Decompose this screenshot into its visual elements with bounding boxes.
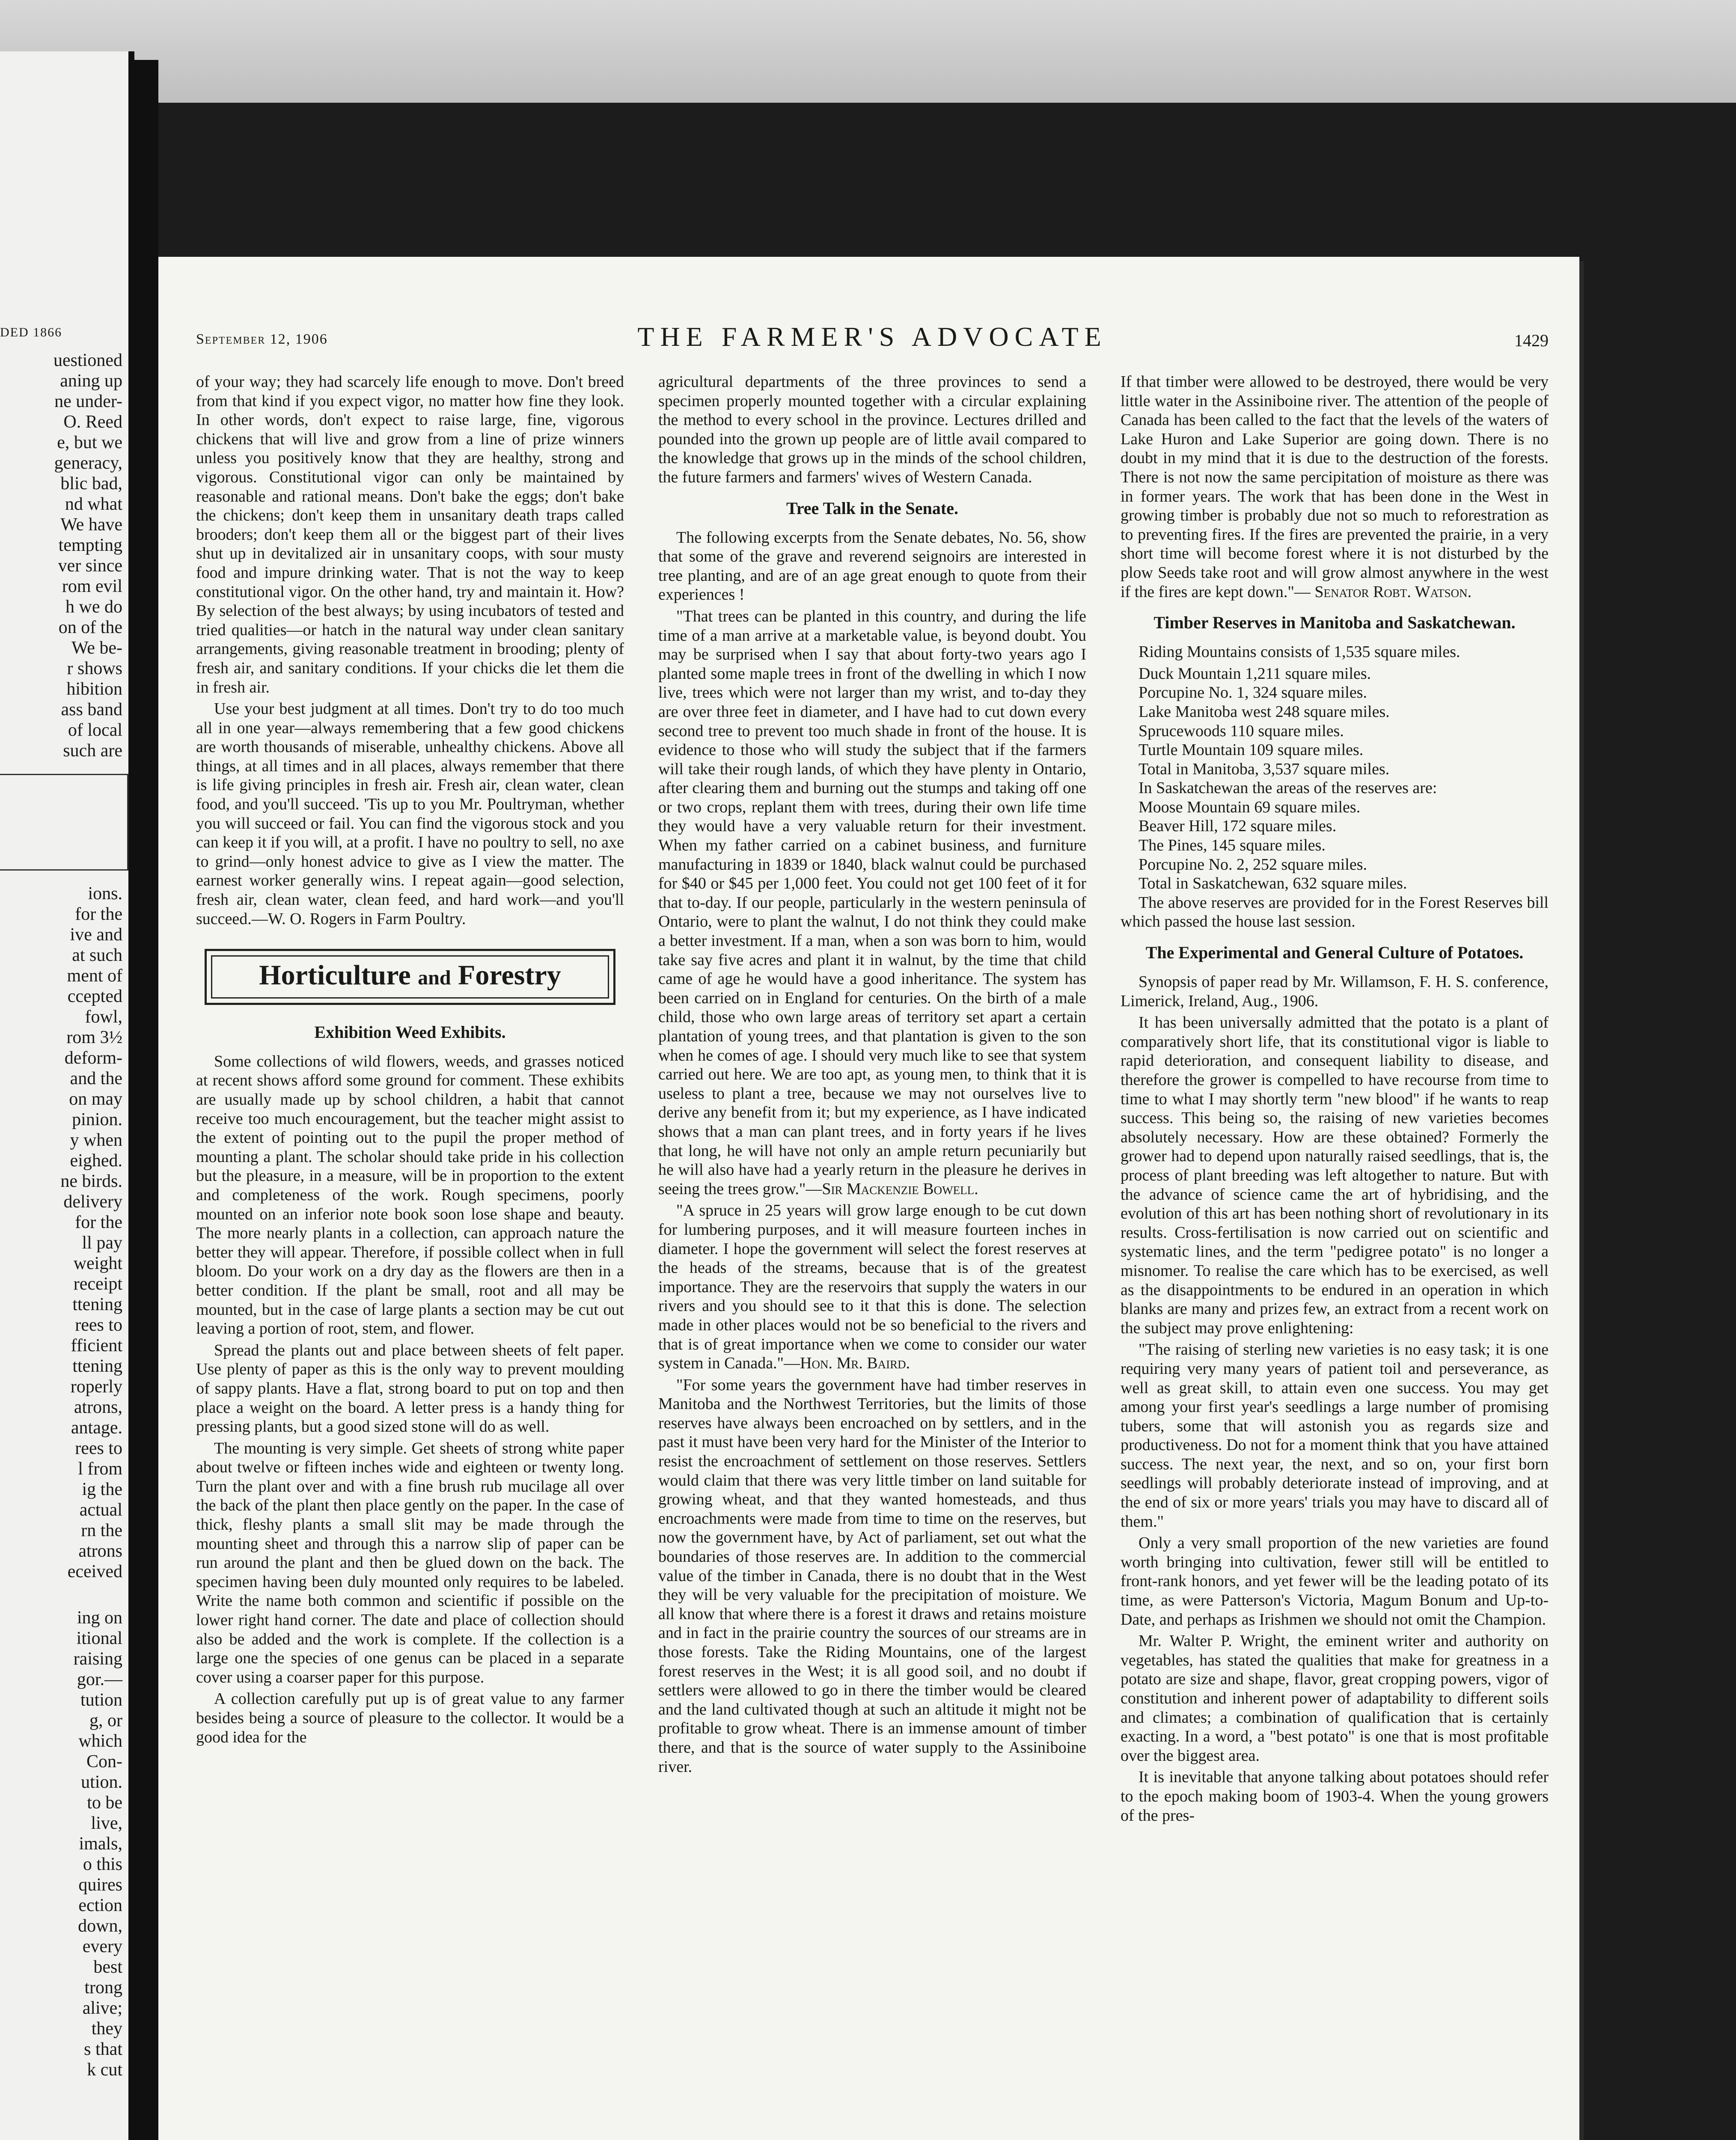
potato-paragraph-2: Only a very small proportion of the new varieties are found worth bringing into cultivation, fewer still will be entitled to front-rank honors, and yet fewer will be the leading potato of its time, as were Patterson's Victoria, Magum Bonum and Up-to-Date, and perhaps as Irishmen we should not omit the Champion. xyxy=(1121,1534,1549,1629)
page-header xyxy=(196,321,1549,355)
banner-word-forestry: Forestry xyxy=(458,960,561,991)
reserve-list-item: Total in Saskatchewan, 632 square miles. xyxy=(1139,874,1407,893)
facing-page-line: actual xyxy=(79,1500,122,1520)
facing-page-line: quires xyxy=(78,1875,122,1895)
potato-paragraph-4: It is inevitable that anyone talking about potatoes should refer to the epoch making boom of 1903-4. When the young growers of the pres- xyxy=(1121,1768,1549,1825)
facing-page-line: ass band xyxy=(61,700,122,719)
weed-paragraph-4: A collection carefully put up is of great value to any farmer besides being a source of pleasure to the collector. It would be a good idea for the xyxy=(196,1690,624,1746)
facing-page-line: down, xyxy=(78,1916,122,1936)
reserve-list-item: Moose Mountain 69 square miles. xyxy=(1139,798,1361,816)
section-banner xyxy=(205,949,615,1005)
facing-page-line: blic bad, xyxy=(60,474,122,493)
facing-page-line: ttening xyxy=(72,1356,122,1376)
facing-page-line: ttening xyxy=(72,1295,122,1314)
facing-page-line: fowl, xyxy=(85,1007,122,1027)
reserve-list xyxy=(1121,664,1549,893)
quote-bowell-text: "That trees can be planted in this country, and during the life time of a man arrive at a marketable value, is beyond doubt. You may be surprised when I say that about forty-two years ago I planted some maple trees in front of the dwelling in which I now live, trees which were not larger than my wrist, and to-day they are over three feet in diameter, and I have had to cut down every second tree to prevent too much shade in front of the house. It is evidence to those who will study the subject that if the farmers will take their rough lands, of which they have plenty in Ontario, after clearing them and burning out the stumps and taking off one or two crops, replant them with trees, during their own life time they would have a very valuable return for their investment. When my father carried on a cabinet business, and furniture manufacturing in 1839 or 1840, black walnut could be purchased for $40 or $45 per 1,000 feet. You could not get 100 feet of it for that to-day. If our people, particularly in the western peninsula of Ontario, were to plant the walnut, I do not think they could make a better investment. If a man, when a son was born to him, would take say five acres and plant it in walnut, by the time that child came of age he would have a good inheritance. The system has been carried on in England for centuries. On the birth of a male child, those who own large areas of territory set apart a certain plantation of young trees, and that plantation is given to the son when he comes of age. I should very much like to see that system carried out here. We are too apt, as young men, to think that it is useless to plant a tree, because we may not ourselves live to derive any benefit from it; but my experience, as I have indicated shows that a man can plant trees, and in forty years if he lives that long, he will have not only an ample return pecuniarily but he will also have had a yearly return in the pleasure he derives in seeing the trees grow."— xyxy=(658,607,1086,1198)
facing-page-line: nd what xyxy=(65,494,122,514)
reserve-list-item: Duck Mountain 1,211 square miles. xyxy=(1139,664,1371,683)
facing-page-line: ection xyxy=(78,1896,122,1915)
senate-quote-watson-start: "For some years the government have had timber reserves in Manitoba and the Northwest Territories, but the limits of those reserves have always been encroached on by settlers, and in the past it must have been very hard for the Minister of the Interior to resist the encroachment of settlement on those reserves. Settlers would claim that there was very little timber on land suitable for growing wheat, and that they wanted homesteads, and thus encroachments were made from time to time on the reserves, but now the government have, by Act of parliament, set out what the boundaries of those reserves are. In addition to the commercial value of the timber in Canada, there is no doubt that in the West they will be very valuable for the precipitation of moisture. We all know that where there is a forest it draws and retains moisture and in fact in the prairie country the sources of our streams are in those forests. Take the Riding Mountains, one of the largest forest reserves in the West; it is all good soil, and no doubt if settlers were allowed to go in there the timber would be cleared and the land cultivated though at such an altitude it might not be profitable to grow wheat. There is an immense amount of timber there, and that is the source of water supply to the Assiniboine river. xyxy=(658,1376,1086,1776)
facing-page-line: h we do xyxy=(65,597,122,617)
facing-page-line: for the xyxy=(75,1213,122,1232)
facing-page-line: rom evil xyxy=(62,577,122,596)
facing-page-line: ution. xyxy=(81,1772,122,1792)
facing-page-line: e, but we xyxy=(57,433,122,452)
masthead-title: THE FARMER'S ADVOCATE xyxy=(637,321,1107,352)
signature-baird: Hon. Mr. Baird. xyxy=(800,1354,910,1373)
facing-page-line: ig the xyxy=(82,1480,122,1499)
banner-word-and: and xyxy=(418,966,451,990)
facing-page-line: which xyxy=(78,1731,122,1751)
weed-exhibits-heading: Exhibition Weed Exhibits. xyxy=(314,1022,506,1042)
facing-page-line: uestioned xyxy=(54,351,122,370)
facing-page-line: trong xyxy=(84,1978,122,1997)
facing-page-line: on may xyxy=(69,1089,122,1109)
facing-page-line: imals, xyxy=(79,1834,122,1854)
facing-page-line: generacy, xyxy=(54,453,122,473)
weed-paragraph-3: The mounting is very simple. Get sheets of strong white paper about twelve or fifteen inches wide and eighteen or twenty long. Turn the plant over and with a fine brush rub mucilage all over the back of the plant then place gently on the paper. In the case of thick, fleshy plants a small slit may be made through the mounting sheet and through this a narrow slip of paper can be run around the plant and then be glued down on the back. The specimen having been duly mounted only requires to be labeled. Write the name both common and scientific if possible on the lower right hand corner. The date and place of collection should also be added and the work is complete. If the collection is a large one the species of one genus can be placed in a separate cover using a coarser paper for this purpose. xyxy=(196,1439,624,1686)
senate-quote-baird xyxy=(658,1201,1086,1373)
facing-page-line: We have xyxy=(60,515,122,535)
facing-page-text-1 xyxy=(0,350,128,761)
facing-page-line: ll pay xyxy=(82,1233,122,1253)
facing-page-line: ccepted xyxy=(67,987,122,1006)
facing-page-line: and the xyxy=(70,1069,122,1088)
facing-page-line: ive and xyxy=(70,925,122,945)
poultry-paragraph-1: of your way; they had scarcely life enough to move. Don't breed from that kind if you expect vigor, no matter how fine they look. In other words, don't expect to raise large, fine, vigorous chickens that will live and grow from a line of prize winners unless you positively know that they are healthy, strong and vigorous. Constitutional vigor can only be maintained by reasonable and rational means. Don't bake the eggs; don't bake the chickens; don't keep them in unsanitary death traps called brooders; don't keep them all or the biggest part of their lives shut up in devitalized air in unsanitary coops, with sour musty food and impure drinking water. That is not the way to keep constitutional vigor. On the other hand, try and maintain it. How? By selection of the best always; by using incubators of tested and tried qualities—or hatch in the natural way under clean sanitary arrangements, giving reasonable treatment in brooding; plenty of fresh air, and sanitary conditions. If your chicks die let them die in fresh air. xyxy=(196,373,624,696)
facing-page-line: roperly xyxy=(70,1377,122,1397)
facing-page-line: rn the xyxy=(81,1521,122,1540)
senate-intro-paragraph: The following excerpts from the Senate debates, No. 56, show that some of the grave and reverend seignoirs are interested in tree planting, and are of an age great enough to quote from their experiences ! xyxy=(658,528,1086,604)
facing-page-line: itional xyxy=(76,1629,122,1648)
facing-page-box xyxy=(0,774,128,871)
facing-page-line: l from xyxy=(78,1459,122,1479)
signature-watson: Senator Robt. Watson. xyxy=(1314,583,1472,601)
facing-page-line: live, xyxy=(91,1813,122,1833)
potato-quote: "The raising of sterling new varieties is no easy task; it is one requiring very many years of patient toil and perseverance, as well as great skill, to attain even one success. You may get among your first year's seedlings a large number of promising tubers, some that will astonish you as regards size and productiveness. Do not for a moment think that you have attained success. The next year, the next, and so on, your first born seedlings will probably deteriorate instead of improving, and at the end of six or more years' trials you may have to discard all of them." xyxy=(1121,1340,1549,1531)
facing-page-line: k cut xyxy=(87,2060,122,2080)
facing-page-line: weight xyxy=(73,1254,122,1273)
facing-page-fragment xyxy=(0,51,134,2140)
facing-page-text-2 xyxy=(0,883,128,1582)
facing-page-line: every xyxy=(82,1937,122,1956)
facing-page-line: We be- xyxy=(71,638,122,658)
reserve-list-item: Beaver Hill, 172 square miles. xyxy=(1139,817,1337,835)
facing-page-line: g, or xyxy=(89,1711,122,1730)
facing-page-line: gor.— xyxy=(77,1670,122,1689)
facing-page-line: for the xyxy=(75,904,122,924)
facing-page-line: O. Reed xyxy=(63,412,122,432)
facing-page-line: rees to xyxy=(75,1439,122,1458)
quote-watson-text: If that timber were allowed to be destroyed, there would be very little water in the Assiniboine river. The attention of the people of Canada has been called to the fact that the levels of the waters of Lake Huron and Lake Superior are going down. There is no doubt in my mind that it is due to the destruction of the forests. There is not now the same percipitation of moisture as there was in former years. The work that has been done in the West in growing timber is probably due not so much to reforestration as to preventing fires. If the fires are prevented the prairie, in a very short time will become forest where it is not disturbed by the plow Seeds take root and will grow almost anywhere in the west if the fires are kept down."— xyxy=(1121,373,1549,601)
reserve-list-item: Total in Manitoba, 3,537 square miles. xyxy=(1139,760,1390,778)
facing-page-line: rees to xyxy=(75,1315,122,1335)
facing-page-line: ment of xyxy=(67,966,122,986)
facing-page-line: Con- xyxy=(86,1752,122,1771)
weed-paragraph-continued: agricultural departments of the three provinces to send a specimen properly mounted together with a circular explaining the method to every school in the province. Lectures drilled and pounded into the grown up people are of little avail compared to the knowledge that grows up in the minds of the school children, the future farmers and farmers' wives of Western Canada. xyxy=(658,373,1086,486)
column-3 xyxy=(1121,372,1549,1828)
facing-page-line: to be xyxy=(87,1793,122,1813)
facing-page-line: s that xyxy=(84,2039,122,2059)
newspaper-page xyxy=(158,257,1579,2140)
tree-talk-heading: Tree Talk in the Senate. xyxy=(786,498,958,518)
reserves-note: The above reserves are provided for in the Forest Reserves bill which passed the house last session. xyxy=(1121,893,1549,931)
facing-page-line: antage. xyxy=(71,1418,122,1438)
facing-page-line: y when xyxy=(70,1130,122,1150)
potato-paragraph-3: Mr. Walter P. Wright, the eminent writer and authority on vegetables, has stated the qualities that make for greatness in a potato are size and shape, flavor, great cropping powers, vigor of constitution and inherent power of adaptability to different soils and climates; a combination of qualification that is certainly exacting. In a word, a "best potato" is one that is most profitable over the biggest area. xyxy=(1121,1632,1549,1765)
reserve-list-item: Turtle Mountain 109 square miles. xyxy=(1139,741,1364,759)
reserve-list-item: Porcupine No. 1, 324 square miles. xyxy=(1139,684,1367,702)
facing-page-line: r shows xyxy=(67,659,122,678)
reserve-list-item: In Saskatchewan the areas of the reserves are: xyxy=(1139,779,1437,797)
facing-page-line: ing on xyxy=(77,1608,122,1628)
poultry-paragraph-2: Use your best judgment at all times. Don't try to do too much all in one year—always remembering that a few good chickens are worth thousands of miserable, unhealthy chickens. Above all things, at all times and in all places, always remember that there is life giving principles in fresh air. Fresh air, clean water, clean food, and you'll succeed. 'Tis up to you Mr. Poultryman, whether you will succeed or fail. You can find the vigorous stock and you can keep it if you will, at a profit. I have no poultry to sell, no axe to grind—only honest advice to give as I view the matter. The earnest worker generally wins. I repeat again—good selection, fresh air, clean water, clean feed, and hard work—and you'll succeed.—W. O. Rogers in Farm Poultry. xyxy=(196,700,624,928)
timber-reserves-heading: Timber Reserves in Manitoba and Saskatchewan. xyxy=(1153,613,1516,633)
senate-quote-bowell xyxy=(658,607,1086,1198)
facing-page-line: alive; xyxy=(82,1998,122,2018)
quote-baird-text: "A spruce in 25 years will grow large enough to be cut down for lumbering purposes, and it will measure fourteen inches in diameter. I hope the government will select the forest reserves at the heads of the streams, because that is of the greatest importance. They are the reservoirs that supply the waters in our rivers and you should see to it that this is done. The selection made in other places would not be so beneficial to the rivers and that is of great importance when we come to consider our water system in Canada."— xyxy=(658,1201,1086,1373)
facing-page-line: such are xyxy=(63,741,122,761)
facing-page-line: hibition xyxy=(66,679,122,699)
page-number: 1429 xyxy=(1514,331,1549,350)
column-1 xyxy=(196,372,624,1749)
facing-page-line: aning up xyxy=(60,371,122,391)
potato-paragraph-1: It has been universally admitted that the potato is a plant of comparatively short life, that its constitutional vigor is liable to rapid deterioration, and consequent liability to disease, and therefore the grower is compelled to have recourse from time to time to what I may shortly term "new blood" if he wants to reap success. This being so, the raising of new varieties becomes absolutely necessary. How are these obtained? Formerly the grower had to depend upon naturally raised seedlings, that is, the process of plant breeding was left altogether to nature. But with the advance of science came the art of hybridising, and the evolution of this art has been nothing short of revolutionary in its results. Cross-fertilisation is now carried out on scientific and systematic lines, and the term "pedigree potato" is no longer a misnomer. To realise the care which has to be exercised, as well as the disappointments to be endured in an operation in which blanks are many and prizes few, an extract from a recent work on the subject may prove enlightening: xyxy=(1121,1014,1549,1337)
facing-page-line: tution xyxy=(80,1690,122,1710)
facing-page-line: best xyxy=(93,1957,122,1977)
reserve-list-item: Porcupine No. 2, 252 square miles. xyxy=(1139,855,1367,874)
potato-heading: The Experimental and General Culture of Potatoes. xyxy=(1145,943,1524,963)
column-2 xyxy=(658,372,1086,1779)
reserve-list-item: Lake Manitoba west 248 square miles. xyxy=(1139,702,1390,721)
section-banner-title xyxy=(211,955,609,999)
facing-page-line: of local xyxy=(68,720,122,740)
reserve-list-item: Sprucewoods 110 square miles. xyxy=(1139,722,1344,740)
potato-synopsis: Synopsis of paper read by Mr. Willamson, F. H. S. conference, Limerick, Ireland, Aug., 1906. xyxy=(1121,973,1549,1010)
facing-page-line: atrons, xyxy=(74,1397,122,1417)
facing-page-line: ne birds. xyxy=(60,1171,122,1191)
timber-intro: Riding Mountains consists of 1,535 square miles. xyxy=(1139,643,1460,661)
facing-page-line: atrons xyxy=(78,1541,122,1561)
facing-page-line: eceived xyxy=(67,1562,122,1581)
facing-page-line: ver since xyxy=(58,556,122,576)
facing-page-line: on of the xyxy=(58,618,122,637)
facing-page-line: rom 3½ xyxy=(66,1028,122,1047)
weed-paragraph-2: Spread the plants out and place between sheets of felt paper. Use plenty of paper as this is the only way to prevent moulding of sappy plants. Have a flat, strong board to put on top and then place a weight on the board. A letter press is a handy thing for pressing plants, but a good sized stone will do as well. xyxy=(196,1341,624,1436)
banner-word-horticulture: Horticulture xyxy=(259,960,411,991)
facing-page-line: pinion. xyxy=(72,1110,122,1129)
facing-page-line: ne under- xyxy=(54,392,122,411)
facing-page-text-3 xyxy=(0,1608,128,2080)
facing-page-line: deform- xyxy=(64,1048,122,1068)
issue-date: September 12, 1906 xyxy=(196,331,328,347)
signature-bowell: Sir Mackenzie Bowell. xyxy=(822,1180,978,1198)
facing-page-line: raising xyxy=(73,1649,122,1669)
weed-paragraph-1: Some collections of wild flowers, weeds, and grasses noticed at recent shows afford some ground for comment. These exhibits are usually made up by school children, a habit that cannot receive too much encouragement, but the teacher might assist to the extent of pointing out to the pupil the proper method of mounting a plant. The scholar should take pride in his collection but the pleasure, in a measure, will be in proportion to the extent and completeness of the work. Rough specimens, poorly mounted on an inferior note book soon lose shape and beauty. The more nearly plants in a collection, can approach nature the better they will appear. Therefore, if possible collect when in full bloom. Do your work on a dry day as the flowers are then in a better condition. If the plant be small, root and all may be mounted, but in the case of large plants a section may be cut out leaving a portion of root, stem, and flower. xyxy=(196,1052,624,1338)
scan-background-top xyxy=(0,0,1736,103)
reserve-list-item: The Pines, 145 square miles. xyxy=(1139,836,1326,855)
facing-page-line: delivery xyxy=(63,1192,122,1212)
binding-gutter xyxy=(128,60,158,2140)
facing-page-line: eighed. xyxy=(70,1151,122,1171)
facing-page-line: they xyxy=(91,2019,122,2039)
facing-page-header: DED 1866 xyxy=(0,325,62,339)
facing-page-line: receipt xyxy=(73,1274,122,1294)
facing-page-line: ions. xyxy=(88,884,122,904)
facing-page-line: fficient xyxy=(71,1336,122,1355)
facing-page-line: at such xyxy=(72,945,122,965)
facing-page-line: tempting xyxy=(58,535,122,555)
facing-page-line: o this xyxy=(83,1855,122,1874)
